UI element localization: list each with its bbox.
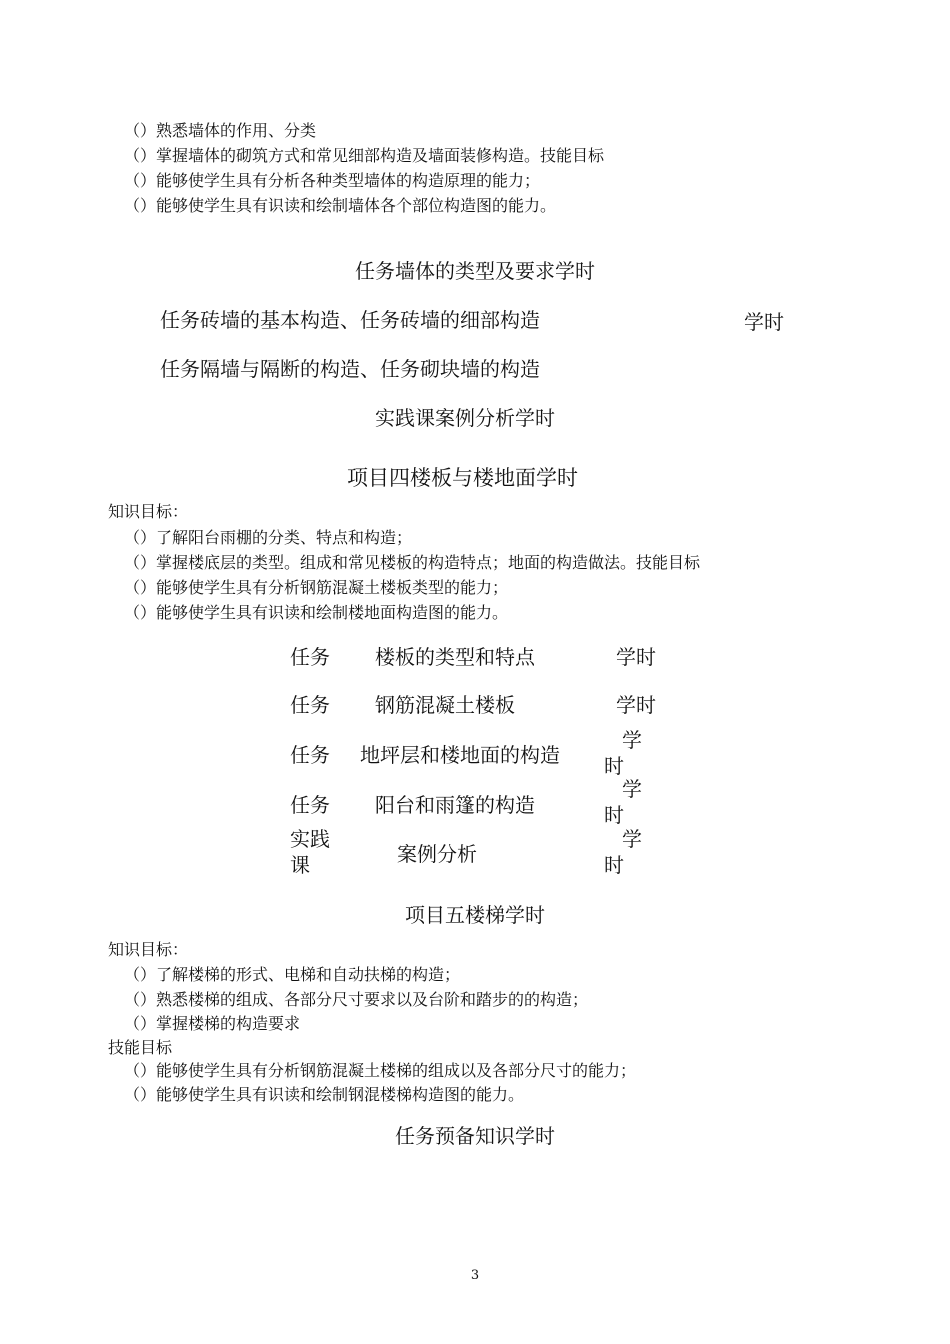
p4-practice-label: 实践课 bbox=[290, 827, 330, 877]
project4-goal-2: （）掌握楼底层的类型。组成和常见楼板的构造特点；地面的构造做法。技能目标 bbox=[124, 553, 701, 572]
p4-practice-hours: 学时 bbox=[604, 827, 642, 877]
project4-title: 项目四楼板与楼地面学时 bbox=[347, 466, 578, 490]
project4-goal-3: （）能够使学生具有分析钢筋混凝土楼板类型的能力； bbox=[124, 578, 509, 597]
project5-knowledge-goal-1: （）了解楼梯的形式、电梯和自动扶梯的构造； bbox=[124, 965, 461, 984]
project4-goal-4: （）能够使学生具有识读和绘制楼地面构造图的能力。 bbox=[124, 603, 509, 622]
wall-task-hours: 学时 bbox=[744, 310, 784, 334]
p4-task2-hours: 学时 bbox=[616, 693, 656, 717]
project5-skill-goal-1: （）能够使学生具有分析钢筋混凝土楼梯的组成以及各部分尺寸的能力； bbox=[124, 1061, 637, 1080]
p4-task4-label: 任务 bbox=[290, 793, 330, 817]
p4-practice-name: 案例分析 bbox=[397, 842, 477, 866]
project5-task: 任务预备知识学时 bbox=[395, 1124, 555, 1148]
project5-title: 项目五楼梯学时 bbox=[405, 903, 545, 927]
p4-task1-name: 楼板的类型和特点 bbox=[375, 645, 535, 669]
wall-goal-1: （）熟悉墙体的作用、分类 bbox=[124, 121, 317, 140]
page-number: 3 bbox=[470, 1268, 480, 1283]
wall-task-partition: 任务隔墙与隔断的构造、任务砌块墙的构造 bbox=[160, 357, 540, 381]
p4-task1-hours: 学时 bbox=[616, 645, 656, 669]
wall-task-brick: 任务砖墙的基本构造、任务砖墙的细部构造 bbox=[160, 308, 540, 332]
project5-knowledge-goal-3: （）掌握楼梯的构造要求 bbox=[124, 1014, 301, 1033]
project4-goal-1: （）了解阳台雨棚的分类、特点和构造； bbox=[124, 528, 413, 547]
p4-task4-name: 阳台和雨篷的构造 bbox=[375, 793, 535, 817]
p4-task3-hours: 学时 bbox=[604, 728, 642, 778]
p4-task2-label: 任务 bbox=[290, 693, 330, 717]
project5-skill-label: 技能目标 bbox=[108, 1038, 173, 1057]
project4-knowledge-label: 知识目标： bbox=[108, 502, 189, 521]
project5-knowledge-goal-2: （）熟悉楼梯的组成、各部分尺寸要求以及台阶和踏步的的构造； bbox=[124, 990, 589, 1009]
wall-goal-2: （）掌握墙体的砌筑方式和常见细部构造及墙面装修构造。技能目标 bbox=[124, 146, 605, 165]
wall-goal-3: （）能够使学生具有分析各种类型墙体的构造原理的能力； bbox=[124, 171, 541, 190]
p4-task2-name: 钢筋混凝土楼板 bbox=[375, 693, 515, 717]
p4-task3-name: 地坪层和楼地面的构造 bbox=[360, 743, 560, 767]
project5-knowledge-label: 知识目标： bbox=[108, 940, 189, 959]
wall-goal-4: （）能够使学生具有识读和绘制墙体各个部位构造图的能力。 bbox=[124, 196, 557, 215]
wall-task-types: 任务墙体的类型及要求学时 bbox=[355, 259, 595, 283]
p4-task4-hours: 学时 bbox=[604, 777, 642, 827]
project5-skill-goal-2: （）能够使学生具有识读和绘制钢混楼梯构造图的能力。 bbox=[124, 1085, 525, 1104]
p4-task3-label: 任务 bbox=[290, 743, 330, 767]
wall-practice: 实践课案例分析学时 bbox=[375, 406, 555, 430]
p4-task1-label: 任务 bbox=[290, 645, 330, 669]
